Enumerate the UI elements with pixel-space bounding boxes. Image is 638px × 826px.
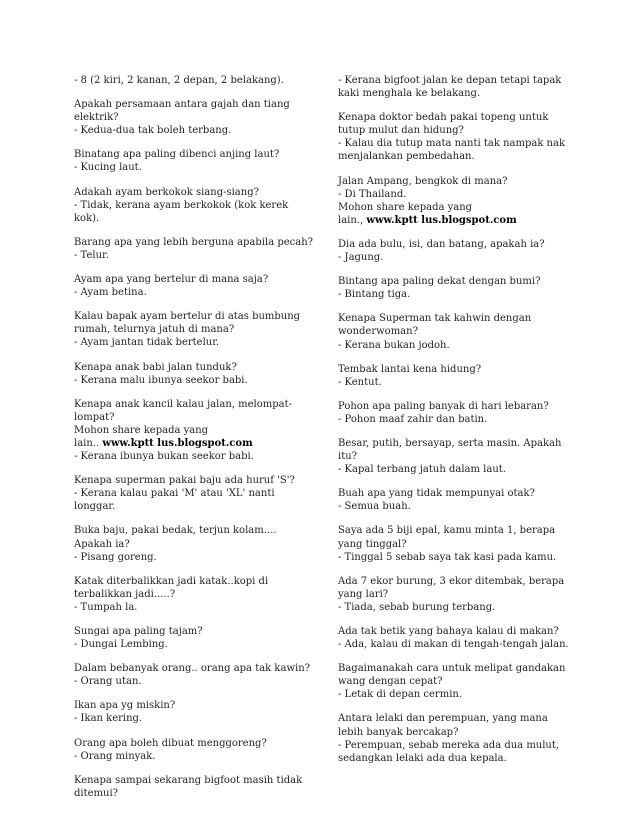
riddle-line: Mohon share kepada yang (74, 424, 209, 436)
riddle-entry (74, 474, 316, 513)
riddle-line: Bagaimanakah cara untuk melipat gandakan wang dengan cepat? (338, 663, 566, 688)
riddle-line: - Dungai Lembing. (74, 639, 168, 651)
riddle-entry (338, 175, 574, 227)
riddle-line: Kenapa anak babi jalan tunduk? (74, 361, 237, 373)
riddle-entry (74, 662, 316, 688)
riddle-line: Ada 7 ekor burung, 3 ekor ditembak, berapa yang lari? (338, 575, 565, 600)
riddle-line: Ayam apa yang bertelur di mana saja? (74, 274, 269, 286)
riddle-line: - Di Thailand. (338, 188, 407, 200)
riddle-line: - Ayam jantan tidak bertelur. (74, 337, 220, 349)
riddle-line: Ikan apa yg miskin? (74, 700, 176, 712)
riddle-line: Kenapa anak kancil kalau jalan, melompat-lompat? (74, 398, 292, 423)
riddle-line: - Letak di depan cermin. (338, 689, 463, 701)
riddle-line: - Tidak, kerana ayam berkokok (kok kerek kok). (74, 199, 289, 224)
riddle-line: - Tinggal 5 sebab saya tak kasi pada kamu. (338, 551, 557, 563)
riddle-line: Buah apa yang tidak mempunyai otak? (338, 488, 535, 500)
riddle-line: Buka baju, pakai bedak, terjun kolam.... Apakah ia? (74, 525, 277, 550)
riddle-entry (338, 74, 574, 100)
riddle-entry (74, 310, 316, 349)
riddle-line: - Tumpah la. (74, 601, 138, 613)
riddle-line: Adakah ayam berkokok siang-siang? (74, 186, 259, 198)
riddle-line: - Kalau dia tutup mata nanti tak nampak nak menjalankan pembedahan. (338, 138, 566, 163)
riddle-line: - 8 (2 kiri, 2 kanan, 2 depan, 2 belakang). (74, 75, 284, 86)
riddle-line: - Pisang goreng. (74, 551, 157, 563)
riddle-line: - Semua buah. (338, 501, 411, 513)
riddle-line: - Kerana bigfoot jalan ke depan tetapi tapak kaki menghala ke belakang. (338, 75, 562, 100)
riddle-entry (338, 712, 574, 764)
riddle-entry (338, 275, 574, 301)
riddle-line: Apakah persamaan antara gajah dan tiang elektrik? (74, 99, 290, 124)
riddle-line: - Kapal terbang jatuh dalam laut. (338, 464, 506, 476)
riddle-entry (338, 487, 574, 513)
riddle-entry (74, 148, 316, 174)
riddle-line: Sungai apa paling tajam? (74, 626, 203, 637)
riddle-line: - Kedua-dua tak boleh terbang. (74, 125, 232, 137)
riddle-entry (74, 361, 316, 387)
riddle-line: Binatang apa paling dibenci anjing laut? (74, 149, 280, 161)
riddle-line: Saya ada 5 biji epal, kamu minta 1, berapa yang tinggal? (338, 525, 556, 550)
riddle-line: Dia ada bulu, isi, dan batang, apakah ia? (338, 238, 545, 250)
riddle-line: - Jagung. (338, 252, 384, 264)
riddle-line: - Kucing laut. (74, 162, 142, 174)
riddle-line: Kenapa doktor bedah pakai topeng untuk tutup mulut dan hidung? (338, 112, 549, 137)
riddle-entry (74, 524, 316, 563)
riddle-entry (338, 363, 574, 389)
right-column (338, 74, 574, 776)
riddle-entry (74, 236, 316, 262)
riddle-line: - Kerana bukan jodoh. (338, 339, 450, 351)
riddle-line: Antara lelaki dan perempuan, yang mana lebih banyak bercakap? (338, 713, 548, 738)
riddle-entry (74, 98, 316, 137)
riddle-entry (74, 398, 316, 463)
riddle-entry (74, 575, 316, 614)
riddle-line: - Kerana kalau pakai 'M' atau 'XL' nanti longgar. (74, 488, 275, 513)
riddle-line: Bintang apa paling dekat dengan bumi? (338, 276, 541, 288)
riddle-entry (338, 625, 574, 651)
blog-link[interactable]: www.kptt lus.blogspot.com (366, 214, 517, 226)
riddle-entry (74, 625, 316, 651)
riddle-line: Besar, putih, bersayap, serta masin. Apakah itu? (338, 437, 562, 463)
share-line (338, 214, 574, 227)
riddle-line: Kenapa Superman tak kahwin dengan wonderwoman? (338, 313, 532, 338)
riddle-entry (338, 111, 574, 163)
riddle-line: Tembak lantai kena hidung? (338, 363, 482, 375)
riddle-entry (338, 524, 574, 563)
riddle-line: - Bintang tiga. (338, 289, 411, 301)
riddle-line: - Orang minyak. (74, 750, 156, 762)
riddle-line: Kenapa sampai sekarang bigfoot masih tidak ditemui? (74, 774, 303, 799)
riddle-line: - Kentut. (338, 376, 382, 388)
riddle-entry (338, 238, 574, 264)
share-line (74, 437, 316, 450)
riddle-line: Jalan Ampang, bengkok di mana? (338, 175, 508, 187)
riddle-line: Orang apa boleh dibuat menggoreng? (74, 737, 267, 749)
riddle-entry (74, 74, 316, 87)
riddle-line: Katak diterbalikkan jadi katak..kopi di terbalikkan jadi.....? (74, 575, 269, 600)
riddle-line: - Perempuan, sebab mereka ada dua mulut, sedangkan lelaki ada dua kepala. (338, 739, 560, 764)
riddle-line: Ada tak betik yang bahaya kalau di makan? (338, 626, 559, 637)
riddle-line: - Ikan kering. (74, 713, 143, 725)
riddle-line: - Ayam betina. (74, 287, 147, 299)
left-column (74, 74, 316, 811)
riddle-line: Pohon apa paling banyak di hari lebaran? (338, 400, 549, 412)
riddle-line: Mohon share kepada yang (338, 201, 473, 213)
riddle-entry (74, 737, 316, 763)
riddle-line: - Kerana ibunya bukan seekor babi. (74, 451, 254, 463)
riddle-entry (74, 699, 316, 725)
riddle-line: - Kerana malu ibunya seekor babi. (74, 374, 248, 386)
riddle-entry (74, 186, 316, 225)
riddle-entry (338, 437, 574, 476)
riddle-line: Kenapa superman pakai baju ada huruf 'S'? (74, 475, 295, 487)
riddle-line: - Orang utan. (74, 676, 142, 688)
riddle-entry (338, 575, 574, 614)
blog-link[interactable]: www.kptt lus.blogspot.com (102, 437, 253, 449)
riddle-line: - Ada, kalau di makan di tengah-tengah jalan. (338, 639, 569, 651)
riddle-line: Barang apa yang lebih berguna apabila pecah? (74, 236, 314, 248)
riddle-line: Dalam bebanyak orang.. orang apa tak kawin? (74, 663, 311, 675)
riddle-entry (338, 312, 574, 351)
riddle-entry (338, 400, 574, 426)
riddle-entry (338, 662, 574, 701)
share-prefix: lain., (338, 214, 367, 226)
riddle-line: - Tiada, sebab burung terbang. (338, 601, 496, 613)
riddle-entry (74, 273, 316, 299)
riddle-entry (74, 774, 316, 800)
riddle-line: Kalau bapak ayam bertelur di atas bumbung rumah, telurnya jatuh di mana? (74, 311, 301, 336)
share-prefix: lain.. (74, 437, 103, 449)
riddle-line: - Pohon maaf zahir dan batin. (338, 413, 488, 425)
riddle-line: - Telur. (74, 249, 109, 261)
